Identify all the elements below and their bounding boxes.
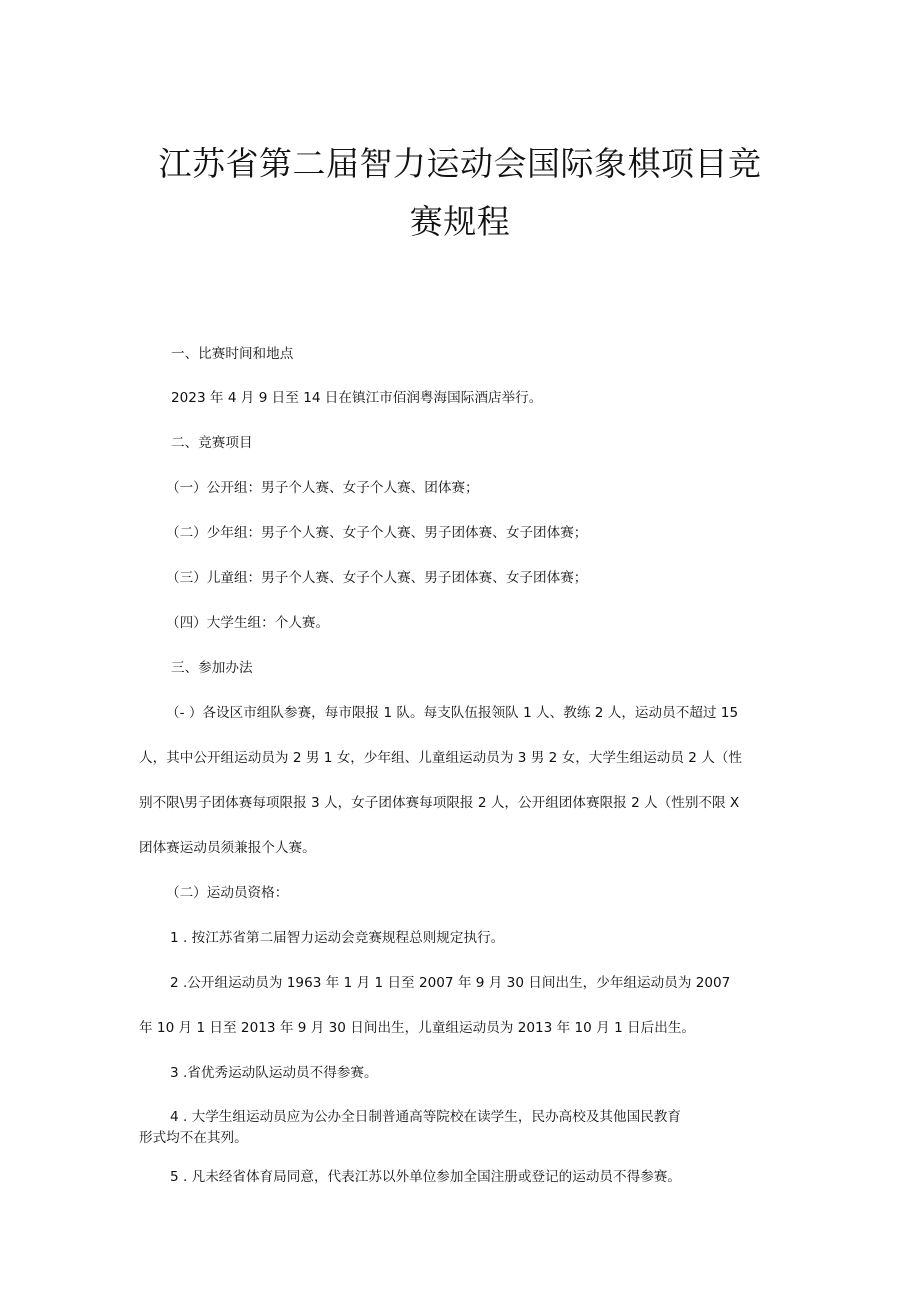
- section-3-paragraph-1-line-2: 人，其中公开组运动员为 2 男 1 女，少年组、儿童组运动员为 3 男 2 女，大学生组运动员 2 人（性: [139, 750, 743, 766]
- qualification-item-4-line-1: 4 . 大学生组运动员应为公办全日制普通高等院校在读学生，民办高校及其他国民教育: [170, 1109, 681, 1125]
- section-2-item-1: （一）公开组：男子个人赛、女子个人赛、团体赛；: [166, 480, 479, 496]
- qualification-item-2-line-2: 年 10 月 1 日至 2013 年 9 月 30 日间出生，儿童组运动员为 2013 年 10 月 1 日后出生。: [139, 1020, 696, 1036]
- document-title-line-2: 赛规程: [409, 202, 511, 241]
- section-2-item-4: （四）大学生组：个人赛。: [166, 615, 330, 631]
- qualification-item-5: 5 . 凡未经省体育局同意，代表江苏以外单位参加全国注册或登记的运动员不得参赛。: [170, 1169, 681, 1185]
- qualification-item-1: 1 . 按江苏省第二届智力运动会竞赛规程总则规定执行。: [170, 930, 505, 946]
- qualification-item-4-line-2: 形式均不在其列。: [139, 1130, 248, 1146]
- section-3-paragraph-1-line-4: 团体赛运动员须兼报个人赛。: [139, 840, 316, 856]
- section-3-subheading-qualification: （二）运动员资格：: [166, 885, 289, 901]
- section-1-heading: 一、比赛时间和地点: [171, 346, 294, 362]
- section-3-heading: 三、参加办法: [171, 660, 253, 676]
- section-2-item-2: （二）少年组：男子个人赛、女子个人赛、男子团体赛、女子团体赛；: [166, 525, 588, 541]
- section-2-heading: 二、竞赛项目: [171, 435, 253, 451]
- document-title-line-1: 江苏省第二届智力运动会国际象棋项目竞: [158, 144, 762, 183]
- section-1-text: 2023 年 4 月 9 日至 14 日在镇江市佰润粤海国际酒店举行。: [171, 390, 543, 406]
- section-3-paragraph-1-line-1: （- ）各设区市组队参赛，每市限报 1 队。每支队伍报领队 1 人、教练 2 人，运动员不超过 15: [166, 705, 739, 721]
- qualification-item-3: 3 .省优秀运动队运动员不得参赛。: [170, 1065, 378, 1081]
- section-3-paragraph-1-line-3: 别不限\男子团体赛每项限报 3 人，女子团体赛每项限报 2 人，公开组团体赛限报 2 人（性别不限 X: [139, 795, 740, 811]
- qualification-item-2-line-1: 2 .公开组运动员为 1963 年 1 月 1 日至 2007 年 9 月 30 日间出生，少年组运动员为 2007: [170, 975, 731, 991]
- section-2-item-3: （三）儿童组：男子个人赛、女子个人赛、男子团体赛、女子团体赛；: [166, 570, 588, 586]
